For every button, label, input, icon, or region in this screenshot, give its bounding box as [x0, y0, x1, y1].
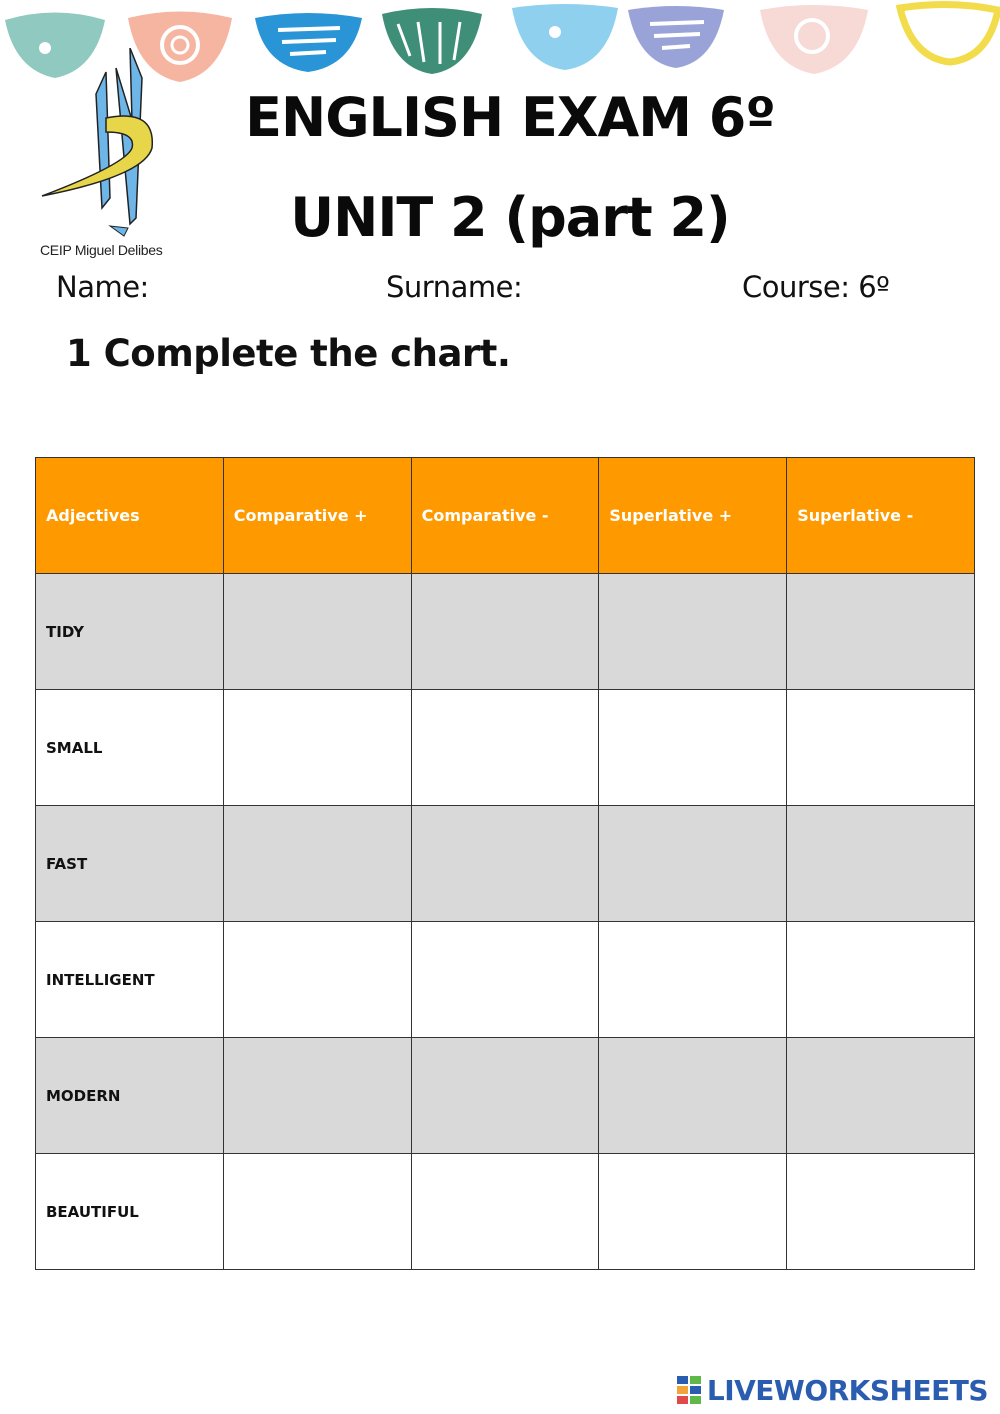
table-row	[36, 690, 975, 806]
course-label: Course: 6º	[742, 270, 890, 304]
table-row	[36, 574, 975, 690]
school-name: CEIP Miguel Delibes	[40, 242, 163, 258]
answer-cell-superlative-minus[interactable]	[787, 806, 975, 922]
answer-cell-superlative-minus[interactable]	[787, 690, 975, 806]
answer-cell-comparative-minus[interactable]	[411, 690, 599, 806]
answer-cell-comparative-plus[interactable]	[223, 806, 411, 922]
answer-cell-comparative-minus[interactable]	[411, 806, 599, 922]
green-bowl-icon	[382, 8, 482, 74]
answer-cell-comparative-plus[interactable]	[223, 1038, 411, 1154]
answer-cell-superlative-minus[interactable]	[787, 574, 975, 690]
liveworksheets-blocks-icon	[677, 1376, 703, 1404]
answer-cell-superlative-minus[interactable]	[787, 922, 975, 1038]
answer-cell-superlative-plus[interactable]	[599, 1038, 787, 1154]
answer-cell-comparative-minus[interactable]	[411, 1154, 599, 1270]
answer-cell-comparative-plus[interactable]	[223, 574, 411, 690]
table-row	[36, 1154, 975, 1270]
adjective-cell: SMALL	[36, 690, 224, 806]
column-header-superlative-plus: Superlative +	[599, 458, 787, 574]
table-row	[36, 1038, 975, 1154]
adjectives-chart	[35, 457, 975, 1270]
table-row	[36, 922, 975, 1038]
column-header-superlative-minus: Superlative -	[787, 458, 975, 574]
exercise-instruction: 1 Complete the chart.	[66, 332, 511, 375]
light-blue-bowl-icon	[512, 4, 618, 70]
answer-cell-superlative-plus[interactable]	[599, 690, 787, 806]
yellow-bowl-icon	[900, 4, 998, 62]
pink-spiral-bowl-icon	[760, 5, 868, 74]
table-row	[36, 806, 975, 922]
surname-label: Surname:	[386, 270, 523, 304]
answer-cell-comparative-plus[interactable]	[223, 1154, 411, 1270]
answer-cell-superlative-plus[interactable]	[599, 806, 787, 922]
name-label: Name:	[56, 270, 149, 304]
brand-name: LIVEWORKSHEETS	[706, 1373, 988, 1407]
adjective-cell: TIDY	[36, 574, 224, 690]
table-header-row	[36, 458, 975, 574]
answer-cell-superlative-minus[interactable]	[787, 1038, 975, 1154]
answer-cell-comparative-minus[interactable]	[411, 922, 599, 1038]
answer-cell-comparative-plus[interactable]	[223, 690, 411, 806]
liveworksheets-logo	[677, 1372, 988, 1408]
answer-cell-superlative-plus[interactable]	[599, 574, 787, 690]
adjective-cell: MODERN	[36, 1038, 224, 1154]
answer-cell-superlative-plus[interactable]	[599, 922, 787, 1038]
answer-cell-comparative-plus[interactable]	[223, 922, 411, 1038]
column-header-adjectives: Adjectives	[36, 458, 224, 574]
column-header-comparative-minus: Comparative -	[411, 458, 599, 574]
unit-title: UNIT 2 (part 2)	[290, 186, 730, 249]
answer-cell-superlative-minus[interactable]	[787, 1154, 975, 1270]
adjective-cell: FAST	[36, 806, 224, 922]
adjective-cell: INTELLIGENT	[36, 922, 224, 1038]
column-header-comparative-plus: Comparative +	[223, 458, 411, 574]
answer-cell-comparative-minus[interactable]	[411, 1038, 599, 1154]
adjective-cell: BEAUTIFUL	[36, 1154, 224, 1270]
answer-cell-superlative-plus[interactable]	[599, 1154, 787, 1270]
answer-cell-comparative-minus[interactable]	[411, 574, 599, 690]
exam-title: ENGLISH EXAM 6º	[245, 86, 775, 149]
